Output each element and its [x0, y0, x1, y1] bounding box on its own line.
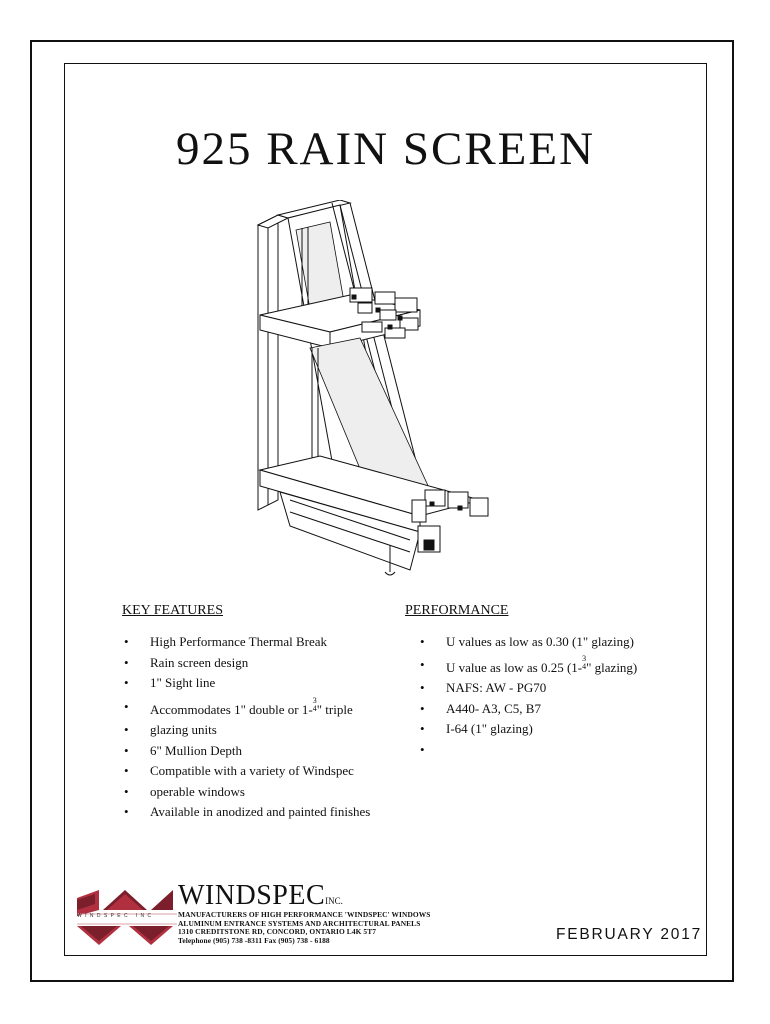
list-item: • Compatible with a variety of Windspec	[120, 761, 400, 782]
list-item-empty	[416, 740, 706, 761]
performance-heading: PERFORMANCE	[405, 603, 509, 618]
list-item: • U value as low as 0.25 (1- 3 4 " glazing)	[416, 655, 706, 679]
key-features-list	[120, 632, 400, 823]
list-item: • I-64 (1" glazing)	[416, 719, 706, 740]
company-name: WINDSPECINC.	[178, 880, 343, 911]
company-phone: Telephone (905) 738 -8311 Fax (905) 738 - 6188	[178, 935, 330, 945]
logo-wordmark: W I N D S P E C I N C	[77, 913, 153, 919]
list-item-continuation: • glazing units	[120, 720, 400, 741]
company-products: ALUMINUM ENTRANCE SYSTEMS AND ARCHITECTURAL PANELS	[178, 918, 421, 928]
list-item: • 6" Mullion Depth	[120, 741, 400, 762]
fraction-three-quarters: 3 4	[582, 653, 587, 671]
list-item: • NAFS: AW - PG70	[416, 678, 706, 699]
page-title: 925 RAIN SCREEN	[175, 123, 596, 175]
company-address: 1310 CREDITSTONE RD, CONCORD, ONTARIO L4K 5T7	[178, 927, 377, 937]
list-item-continuation: • operable windows	[120, 782, 400, 803]
list-item: • A440- A3, C5, B7	[416, 699, 706, 720]
list-item: • Available in anodized and painted finishes	[120, 802, 400, 823]
list-item: • Accommodates 1" double or 1- 3 4 " triple	[120, 697, 400, 721]
company-suffix: INC.	[325, 896, 343, 906]
list-item: • U values as low as 0.30 (1" glazing)	[416, 632, 706, 653]
performance-list	[416, 632, 706, 760]
company-tagline: MANUFACTURERS OF HIGH PERFORMANCE 'WINDSPEC' WINDOWS	[178, 910, 431, 919]
company-info	[178, 911, 430, 945]
fraction-three-quarters: 3 4	[312, 695, 317, 713]
window-section-drawing	[230, 200, 500, 580]
list-item: • 1" Sight line	[120, 673, 400, 694]
key-features-heading: KEY FEATURES	[122, 603, 223, 618]
list-item: • Rain screen design	[120, 653, 400, 674]
list-item: • High Performance Thermal Break	[120, 632, 400, 653]
document-date: FEBRUARY 2017	[556, 926, 703, 943]
